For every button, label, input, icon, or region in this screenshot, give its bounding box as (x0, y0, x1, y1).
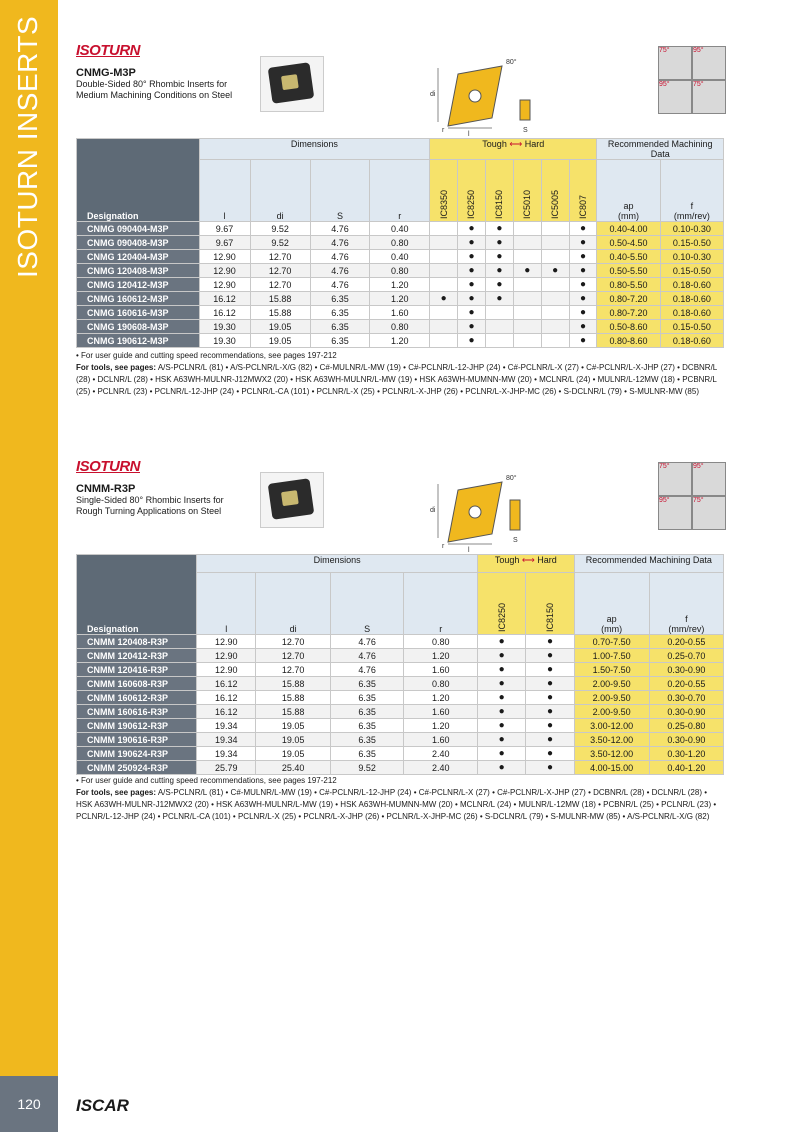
grade-cell: ● (485, 250, 513, 264)
dim-cell: 0.80 (404, 635, 478, 649)
dim-cell: 1.60 (404, 705, 478, 719)
table-row (77, 334, 724, 348)
grade-cell: ● (478, 747, 526, 761)
product-desc-line2: Medium Machining Conditions on Steel (76, 90, 233, 100)
designation-cell: CNMG 190612-M3P (77, 334, 200, 348)
notes: • For user guide and cutting speed recommendations, see pages 197-212 For tools, see pages: A/S-PCLNR/L (81) • C#-MULNR/L-MW (19) • C#-PCLNR/L-12-JHP (24) • C#-PCLNR/L-X (27) • C#-PCLNR/L-X-JHP (27) • DCBNR/L (28) • DCLNR/L (28) • HSK A63WH-MULNR-J12MWX2 (20) • HSK A63WH-MULNR/L-MW (19) • HSK A63WH-MUMNN-MW (20) • MCLNR/L (24) • MULNR/L-12MW (18) • PCBNR/L (25) • PCLNR/L (23) • PCLNR/L-12-JHP (24) • PCLNR/L-CA (101) • PCLNR/L-X (25) • PCLNR/L-X-JHP (26) • PCLNR/L-X-JHP-MC (26) • S-DCLNR/L (79) • S-MULNR-MW (85) • A/S-PCLNR/L-X/G (82) (76, 776, 717, 821)
ap-cell: 0.50-4.50 (597, 236, 660, 250)
grade-cell: ● (485, 278, 513, 292)
dim-cell: 1.20 (404, 691, 478, 705)
dim-cell: 15.88 (256, 691, 330, 705)
dim-cell: 12.90 (199, 250, 250, 264)
table-row (77, 719, 724, 733)
grade-cell: ● (526, 761, 574, 775)
dim-cell: 4.76 (310, 264, 370, 278)
dim-cell: 0.80 (370, 264, 430, 278)
recommended-header: Recommended Machining Data (574, 555, 723, 573)
f-cell: 0.15-0.50 (660, 236, 723, 250)
table-row (77, 635, 724, 649)
grade-cell: ● (485, 222, 513, 236)
f-cell: 0.40-1.20 (649, 761, 723, 775)
grade-cell (430, 222, 458, 236)
table-row (77, 306, 724, 320)
dim-cell: 19.05 (256, 719, 330, 733)
grade-cell: ● (526, 705, 574, 719)
dim-cell: 15.88 (250, 292, 310, 306)
ap-cell: 0.40-4.00 (597, 222, 660, 236)
f-cell: 0.18-0.60 (660, 278, 723, 292)
grade-cell: ● (526, 649, 574, 663)
sidebar-title: ISOTURN INSERTS (12, 15, 43, 278)
dim-cell: 12.90 (199, 278, 250, 292)
dim-cell: 15.88 (250, 306, 310, 320)
grade-cell: ● (478, 761, 526, 775)
table-row (77, 264, 724, 278)
grade-cell: ● (569, 236, 597, 250)
grade-cell: ● (458, 334, 486, 348)
grade-cell: ● (569, 334, 597, 348)
designation-cell: CNMM 120412-R3P (77, 649, 197, 663)
ap-cell: 2.00-9.50 (574, 705, 649, 719)
ap-cell: 0.70-7.50 (574, 635, 649, 649)
dim-cell: 19.34 (197, 733, 256, 747)
dim-cell: 25.79 (197, 761, 256, 775)
grade-cell: ● (569, 292, 597, 306)
product-desc-line1: Single-Sided 80° Rhombic Inserts for (76, 495, 224, 505)
designation-cell: CNMM 160612-R3P (77, 691, 197, 705)
dim-cell: 15.88 (256, 677, 330, 691)
svg-text:di: di (430, 91, 436, 98)
dim-cell: 9.52 (250, 236, 310, 250)
table-row (77, 747, 724, 761)
ap-cell: 2.00-9.50 (574, 691, 649, 705)
grade-cell: ● (478, 663, 526, 677)
grade-cell: ● (569, 264, 597, 278)
dim-cell: 6.35 (310, 292, 370, 306)
grade-cell: ● (458, 306, 486, 320)
dim-cell: 6.35 (330, 747, 404, 761)
table-row (77, 292, 724, 306)
ap-cell: 3.00-12.00 (574, 719, 649, 733)
grade-cell: ● (478, 649, 526, 663)
designation-cell: CNMG 190608-M3P (77, 320, 200, 334)
f-cell: 0.20-0.55 (649, 677, 723, 691)
dim-cell: 0.40 (370, 250, 430, 264)
grade-cell: ● (430, 292, 458, 306)
grade-cell: ● (458, 292, 486, 306)
dim-cell: 19.05 (256, 733, 330, 747)
grade-cell: ● (526, 747, 574, 761)
dim-cell: 19.05 (250, 320, 310, 334)
designation-cell: CNMG 090408-M3P (77, 236, 200, 250)
grade-cell: ● (526, 733, 574, 747)
grade-cell: ● (478, 677, 526, 691)
grade-cell: ● (513, 264, 541, 278)
dim-cell: 1.20 (404, 649, 478, 663)
dim-cell: 4.76 (330, 635, 404, 649)
insert-dimension-diagram (430, 472, 540, 554)
f-cell: 0.10-0.30 (660, 250, 723, 264)
svg-text:di: di (430, 507, 436, 514)
dim-cell: 1.60 (404, 663, 478, 677)
dim-cell: 4.76 (330, 663, 404, 677)
f-cell: 0.30-1.20 (649, 747, 723, 761)
grade-cell (430, 236, 458, 250)
grade-cell (513, 320, 541, 334)
tough-hard-header: Tough ⟷ Hard (478, 555, 575, 573)
table-row (77, 677, 724, 691)
ap-cell: 0.80-5.50 (597, 278, 660, 292)
dim-cell: 12.90 (199, 264, 250, 278)
designation-cell: CNMM 250924-R3P (77, 761, 197, 775)
f-cell: 0.18-0.60 (660, 292, 723, 306)
grade-cell: ● (569, 250, 597, 264)
product-code: CNMG-M3P (76, 67, 136, 79)
grade-cell: ● (458, 320, 486, 334)
table-row (77, 250, 724, 264)
grade-cell: ● (541, 264, 569, 278)
dim-cell: 0.80 (370, 320, 430, 334)
dim-cell: 16.12 (199, 306, 250, 320)
grade-cell (430, 320, 458, 334)
table-row (77, 691, 724, 705)
dim-cell: 25.40 (256, 761, 330, 775)
ap-cell: 0.80-7.20 (597, 292, 660, 306)
ap-cell: 1.00-7.50 (574, 649, 649, 663)
isoturn-logo: ISOTURN (76, 458, 140, 475)
designation-cell: CNMM 190624-R3P (77, 747, 197, 761)
dim-cell: 1.20 (370, 278, 430, 292)
isoturn-logo: ISOTURN (76, 42, 140, 59)
dim-cell: 19.34 (197, 747, 256, 761)
f-cell: 0.30-0.70 (649, 691, 723, 705)
ap-cell: 0.80-7.20 (597, 306, 660, 320)
grade-cell (541, 222, 569, 236)
cnmg-table: Designation Dimensions Tough ⟷ Hard Recommended Machining Data l di S r IC8350 IC8250 IC8150 IC5010 IC5005 IC807 ap (mm) f (mm/rev) CNMG 090404-M3P 9.67 9.52 4.76 0.40 ● ● ● 0.40-4.00 0.10-0.30 CNMG 090408-M3P 9.67 9.52 4.76 0.80 ● ● ● 0.50-4.50 0.15-0.50 CNMG 120404-M3P 12.90 12.70 4.76 0.40 ● ● ● 0.40-5.50 0.10-0.30 CNMG 120408-M3P 12.90 12.70 4.76 0.80 ● ● ● ● ● 0.50-5.50 0.15-0.50 CNMG 120412-M3P 12.90 12.70 4.76 1.20 ● ● ● 0.80-5.50 0.18-0.60 CNMG 160612-M3P 16.12 15.88 6.35 1.20 ● ● ● ● 0.80-7.20 0.18-0.60 CNMG 160616-M3P 16.12 15.88 6.35 1.60 ● ● 0.80-7.20 0.18-0.60 CNMG 190608-M3P 19.30 19.05 6.35 0.80 ● ● 0.50-8.60 0.15-0.50 CNMG 190612-M3P 19.30 19.05 6.35 1.20 ● ● 0.80-8.60 0.18-0.60 (76, 138, 724, 348)
dim-cell: 1.60 (370, 306, 430, 320)
f-cell: 0.25-0.70 (649, 649, 723, 663)
grade-cell (430, 334, 458, 348)
dim-cell: 4.76 (310, 278, 370, 292)
grade-cell: ● (478, 691, 526, 705)
ap-cell: 0.50-5.50 (597, 264, 660, 278)
ap-cell: 0.40-5.50 (597, 250, 660, 264)
svg-text:S: S (523, 127, 528, 134)
f-cell: 0.15-0.50 (660, 320, 723, 334)
dim-cell: 9.52 (250, 222, 310, 236)
table-row (77, 649, 724, 663)
sidebar (0, 0, 58, 1132)
angle-label: 80° (506, 475, 517, 482)
f-cell: 0.25-0.80 (649, 719, 723, 733)
grade-cell: ● (458, 250, 486, 264)
notes: • For user guide and cutting speed recommendations, see pages 197-212 For tools, see pages: A/S-PCLNR/L (81) • A/S-PCLNR/L-X/G (82) • C#-MULNR/L-MW (19) • C#-PCLNR/L-12-JHP (24) • C#-PCLNR/L-X (27) • C#-PCLNR/L-X-JHP (27) • DCBNR/L (28) • DCLNR/L (28) • HSK A63WH-MULNR-J12MWX2 (20) • HSK A63WH-MULNR/L-MW (19) • HSK A63WH-MUMNN-MW (20) • MCLNR/L (24) • MULNR/L-12MW (18) • PCBNR/L (25) • PCLNR/L (23) • PCLNR/L-12-JHP (24) • PCLNR/L-CA (101) • PCLNR/L-X (25) • PCLNR/L-X-JHP (26) • PCLNR/L-X-JHP-MC (26) • S-DCLNR/L (79) • S-MULNR-MW (85) (76, 351, 717, 396)
ap-cell: 0.50-8.60 (597, 320, 660, 334)
ap-cell: 4.00-15.00 (574, 761, 649, 775)
designation-cell: CNMG 090404-M3P (77, 222, 200, 236)
dim-cell: 16.12 (197, 691, 256, 705)
designation-cell: CNMM 190616-R3P (77, 733, 197, 747)
svg-text:S: S (513, 537, 518, 544)
grade-cell (541, 320, 569, 334)
application-icons: 75° 95° 95° 75° (658, 462, 724, 528)
tough-hard-header: Tough ⟷ Hard (430, 139, 597, 160)
product-code: CNMM-R3P (76, 483, 136, 495)
footer-brand: ISCAR (76, 1096, 129, 1115)
grade-cell (485, 334, 513, 348)
dim-cell: 19.05 (250, 334, 310, 348)
grade-cell (541, 250, 569, 264)
insert-photo (260, 56, 324, 112)
table-row (77, 278, 724, 292)
dim-cell: 6.35 (310, 320, 370, 334)
dim-cell: 6.35 (330, 719, 404, 733)
grade-cell: ● (526, 663, 574, 677)
dim-cell: 6.35 (310, 306, 370, 320)
ap-cell: 1.50-7.50 (574, 663, 649, 677)
grade-cell (513, 292, 541, 306)
grade-cell: ● (569, 320, 597, 334)
grade-cell (513, 250, 541, 264)
dim-cell: 12.70 (256, 635, 330, 649)
dim-cell: 1.20 (370, 334, 430, 348)
dim-cell: 6.35 (330, 677, 404, 691)
dim-cell: 16.12 (197, 677, 256, 691)
grade-cell: ● (526, 719, 574, 733)
dim-cell: 0.40 (370, 222, 430, 236)
cnmm-table: Designation Dimensions Tough ⟷ Hard Recommended Machining Data l di S r IC8250 IC8150 ap (mm) f (mm/rev) CNMM 120408-R3P 12.90 12.70 4.76 0.80 ● ● 0.70-7.50 0.20-0.55 CNMM 120412-R3P 12.90 12.70 4.76 1.20 ● ● 1.00-7.50 0.25-0.70 CNMM 120416-R3P 12.90 12.70 4.76 1.60 ● ● 1.50-7.50 0.30-0.90 CNMM 160608-R3P 16.12 15.88 6.35 0.80 ● ● 2.00-9.50 0.20-0.55 CNMM 160612-R3P 16.12 15.88 6.35 1.20 ● ● 2.00-9.50 0.30-0.70 CNMM 160616-R3P 16.12 15.88 6.35 1.60 ● ● 2.00-9.50 0.30-0.90 CNMM 190612-R3P 19.34 19.05 6.35 1.20 ● ● 3.00-12.00 0.25-0.80 CNMM 190616-R3P 19.34 19.05 6.35 1.60 ● ● 3.50-12.00 0.30-0.90 CNMM 190624-R3P 19.34 19.05 6.35 2.40 ● ● 3.50-12.00 0.30-1.20 CNMM 250924-R3P 25.79 25.40 9.52 2.40 ● ● 4.00-15.00 0.40-1.20 (76, 554, 724, 775)
dim-cell: 9.67 (199, 222, 250, 236)
table-row (77, 705, 724, 719)
grade-cell (485, 320, 513, 334)
dim-cell: 12.70 (250, 278, 310, 292)
table-row (77, 236, 724, 250)
designation-cell: CNMM 190612-R3P (77, 719, 197, 733)
grade-cell (513, 278, 541, 292)
product-desc-line1: Double-Sided 80° Rhombic Inserts for (76, 79, 228, 89)
svg-text:l: l (468, 547, 470, 554)
designation-cell: CNMG 120412-M3P (77, 278, 200, 292)
dim-cell: 12.90 (197, 663, 256, 677)
dim-cell: 1.60 (404, 733, 478, 747)
grade-cell (513, 306, 541, 320)
ap-cell: 0.80-8.60 (597, 334, 660, 348)
grade-cell: ● (485, 236, 513, 250)
dim-cell: 4.76 (310, 236, 370, 250)
recommended-header: Recommended Machining Data (597, 139, 724, 160)
dim-cell: 15.88 (256, 705, 330, 719)
grade-cell: ● (526, 677, 574, 691)
f-cell: 0.20-0.55 (649, 635, 723, 649)
f-cell: 0.18-0.60 (660, 334, 723, 348)
dim-cell: 1.20 (404, 719, 478, 733)
dim-cell: 16.12 (199, 292, 250, 306)
designation-cell: CNMG 160612-M3P (77, 292, 200, 306)
table-row (77, 733, 724, 747)
grade-cell (541, 334, 569, 348)
grade-cell (541, 236, 569, 250)
dim-cell: 19.05 (256, 747, 330, 761)
grade-cell (430, 278, 458, 292)
table-row (77, 320, 724, 334)
dim-cell: 19.30 (199, 334, 250, 348)
dim-cell: 6.35 (330, 691, 404, 705)
dim-cell: 12.70 (256, 649, 330, 663)
grade-cell: ● (569, 222, 597, 236)
svg-text:l: l (468, 131, 470, 138)
grade-cell: ● (478, 719, 526, 733)
grade-cell (513, 334, 541, 348)
designation-cell: CNMG 120408-M3P (77, 264, 200, 278)
f-cell: 0.18-0.60 (660, 306, 723, 320)
page-number: 120 (0, 1076, 58, 1132)
insert-photo (260, 472, 324, 528)
grade-cell: ● (526, 635, 574, 649)
grade-cell: ● (478, 733, 526, 747)
dimensions-header: Dimensions (197, 555, 478, 573)
dim-cell: 16.12 (197, 705, 256, 719)
dim-cell: 12.70 (256, 663, 330, 677)
designation-header: Designation (77, 555, 197, 635)
grade-cell (430, 250, 458, 264)
dimensions-header: Dimensions (199, 139, 430, 160)
dim-cell: 0.80 (370, 236, 430, 250)
grade-cell (513, 236, 541, 250)
dim-cell: 4.76 (310, 222, 370, 236)
dim-cell: 9.67 (199, 236, 250, 250)
angle-label: 80° (506, 59, 517, 66)
grade-cell (430, 264, 458, 278)
dim-cell: 4.76 (310, 250, 370, 264)
f-cell: 0.30-0.90 (649, 705, 723, 719)
dim-cell: 2.40 (404, 761, 478, 775)
designation-cell: CNMM 120416-R3P (77, 663, 197, 677)
grade-cell: ● (458, 264, 486, 278)
grade-cell: ● (458, 236, 486, 250)
grade-cell: ● (458, 278, 486, 292)
grade-cell (541, 292, 569, 306)
grade-cell: ● (526, 691, 574, 705)
f-cell: 0.30-0.90 (649, 733, 723, 747)
grade-cell (513, 222, 541, 236)
application-icons: 75° 95° 95° 75° (658, 46, 724, 112)
grade-cell (541, 278, 569, 292)
dim-cell: 12.70 (250, 250, 310, 264)
dim-cell: 1.20 (370, 292, 430, 306)
dim-cell: 9.52 (330, 761, 404, 775)
grade-cell (541, 306, 569, 320)
grade-cell (485, 306, 513, 320)
dim-cell: 12.70 (250, 264, 310, 278)
table-row (77, 222, 724, 236)
ap-cell: 2.00-9.50 (574, 677, 649, 691)
grade-cell: ● (569, 278, 597, 292)
grade-cell: ● (485, 264, 513, 278)
grade-cell: ● (569, 306, 597, 320)
dim-cell: 6.35 (330, 705, 404, 719)
dim-cell: 12.90 (197, 635, 256, 649)
section-cnmg (76, 42, 724, 396)
product-desc-line2: Rough Turning Applications on Steel (76, 506, 222, 516)
f-cell: 0.15-0.50 (660, 264, 723, 278)
dim-cell: 0.80 (404, 677, 478, 691)
dim-cell: 4.76 (330, 649, 404, 663)
grade-cell: ● (478, 635, 526, 649)
table-row (77, 761, 724, 775)
dim-cell: 2.40 (404, 747, 478, 761)
dim-cell: 12.90 (197, 649, 256, 663)
designation-cell: CNMG 120404-M3P (77, 250, 200, 264)
ap-cell: 3.50-12.00 (574, 733, 649, 747)
designation-cell: CNMM 120408-R3P (77, 635, 197, 649)
svg-text:r: r (442, 543, 445, 550)
ap-cell: 3.50-12.00 (574, 747, 649, 761)
dim-cell: 6.35 (330, 733, 404, 747)
grade-cell (430, 306, 458, 320)
svg-text:r: r (442, 127, 445, 134)
f-cell: 0.10-0.30 (660, 222, 723, 236)
grade-cell: ● (478, 705, 526, 719)
f-cell: 0.30-0.90 (649, 663, 723, 677)
dim-cell: 19.30 (199, 320, 250, 334)
grade-cell: ● (485, 292, 513, 306)
section-cnmm (76, 458, 724, 821)
insert-dimension-diagram (430, 56, 540, 138)
designation-cell: CNMG 160616-M3P (77, 306, 200, 320)
table-row (77, 663, 724, 677)
designation-header: Designation (77, 139, 200, 222)
dim-cell: 6.35 (310, 334, 370, 348)
grade-cell: ● (458, 222, 486, 236)
designation-cell: CNMM 160616-R3P (77, 705, 197, 719)
designation-cell: CNMM 160608-R3P (77, 677, 197, 691)
dim-cell: 19.34 (197, 719, 256, 733)
